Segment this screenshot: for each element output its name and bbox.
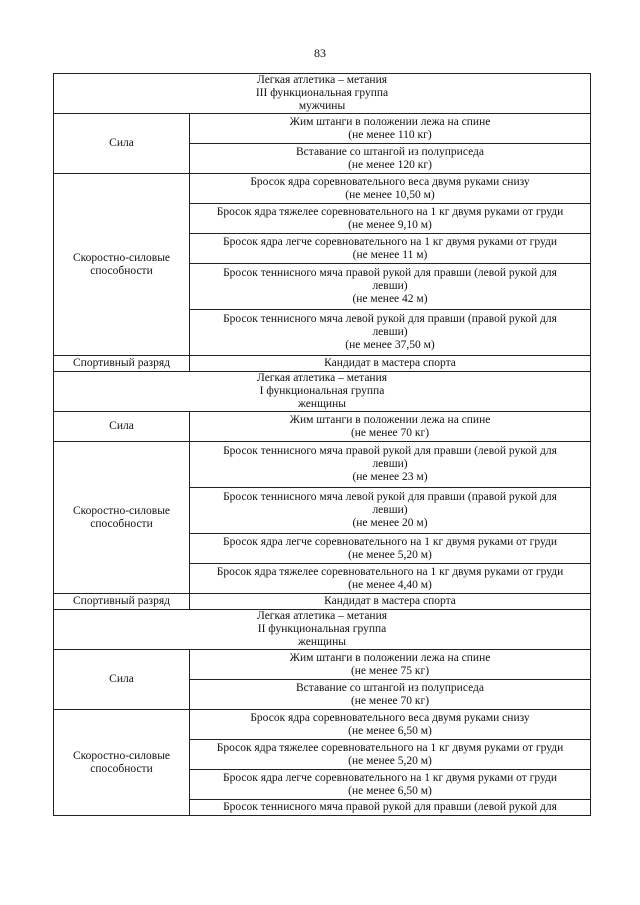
standards-table bbox=[53, 73, 591, 816]
test-cell: Бросок теннисного мяча правой рукой для правши (левой рукой для левши) (не менее 23 м) bbox=[190, 442, 591, 488]
rank-value: Кандидат в мастера спорта bbox=[190, 594, 591, 610]
page-number: 83 bbox=[314, 46, 326, 60]
test-cell: Бросок теннисного мяча правой рукой для правши (левой рукой для левши) (не менее 42 м) bbox=[190, 264, 591, 310]
test-cell: Бросок ядра соревновательного веса двумя руками снизу (не менее 10,50 м) bbox=[190, 174, 591, 204]
section-title: Легкая атлетика – метания III функциональная группа мужчины bbox=[54, 74, 591, 114]
category-cell: Скоростно-силовые способности bbox=[54, 442, 190, 594]
test-cell: Бросок теннисного мяча левой рукой для правши (правой рукой для левши) (не менее 20 м) bbox=[190, 488, 591, 534]
rank-row bbox=[54, 594, 591, 610]
test-cell: Жим штанги в положении лежа на спине (не менее 70 кг) bbox=[190, 412, 591, 442]
section-title: Легкая атлетика – метания I функциональная группа женщины bbox=[54, 372, 591, 412]
test-cell: Бросок ядра тяжелее соревновательного на 1 кг двумя руками от груди (не менее 4,40 м) bbox=[190, 564, 591, 594]
category-cell: Сила bbox=[54, 650, 190, 710]
rank-label: Спортивный разряд bbox=[54, 594, 190, 610]
test-cell: Бросок ядра тяжелее соревновательного на 1 кг двумя руками от груди (не менее 9,10 м) bbox=[190, 204, 591, 234]
category-cell: Сила bbox=[54, 412, 190, 442]
rank-value: Кандидат в мастера спорта bbox=[190, 356, 591, 372]
test-cell: Вставание со штангой из полуприседа (не менее 120 кг) bbox=[190, 144, 591, 174]
table-row bbox=[54, 442, 591, 488]
test-cell: Бросок ядра тяжелее соревновательного на 1 кг двумя руками от груди (не менее 5,20 м) bbox=[190, 740, 591, 770]
section-title-row bbox=[54, 74, 591, 114]
test-cell: Жим штанги в положении лежа на спине (не менее 75 кг) bbox=[190, 650, 591, 680]
section-title: Легкая атлетика – метания II функциональная группа женщины bbox=[54, 610, 591, 650]
section-title-row bbox=[54, 372, 591, 412]
table-row bbox=[54, 710, 591, 740]
section-title-row bbox=[54, 610, 591, 650]
table-row bbox=[54, 174, 591, 204]
table-row bbox=[54, 650, 591, 680]
table-row bbox=[54, 114, 591, 144]
test-cell: Бросок теннисного мяча левой рукой для правши (правой рукой для левши) (не менее 37,50 м) bbox=[190, 310, 591, 356]
category-cell: Скоростно-силовые способности bbox=[54, 710, 190, 816]
test-cell: Вставание со штангой из полуприседа (не менее 70 кг) bbox=[190, 680, 591, 710]
category-cell: Скоростно-силовые способности bbox=[54, 174, 190, 356]
test-cell: Бросок ядра легче соревновательного на 1 кг двумя руками от груди (не менее 6,50 м) bbox=[190, 770, 591, 800]
test-cell: Жим штанги в положении лежа на спине (не менее 110 кг) bbox=[190, 114, 591, 144]
category-cell: Сила bbox=[54, 114, 190, 174]
test-cell: Бросок ядра легче соревновательного на 1 кг двумя руками от груди (не менее 11 м) bbox=[190, 234, 591, 264]
test-cell: Бросок теннисного мяча правой рукой для правши (левой рукой для bbox=[190, 800, 591, 816]
table-row bbox=[54, 412, 591, 442]
test-cell: Бросок ядра соревновательного веса двумя руками снизу (не менее 6,50 м) bbox=[190, 710, 591, 740]
rank-label: Спортивный разряд bbox=[54, 356, 190, 372]
rank-row bbox=[54, 356, 591, 372]
test-cell: Бросок ядра легче соревновательного на 1 кг двумя руками от груди (не менее 5,20 м) bbox=[190, 534, 591, 564]
